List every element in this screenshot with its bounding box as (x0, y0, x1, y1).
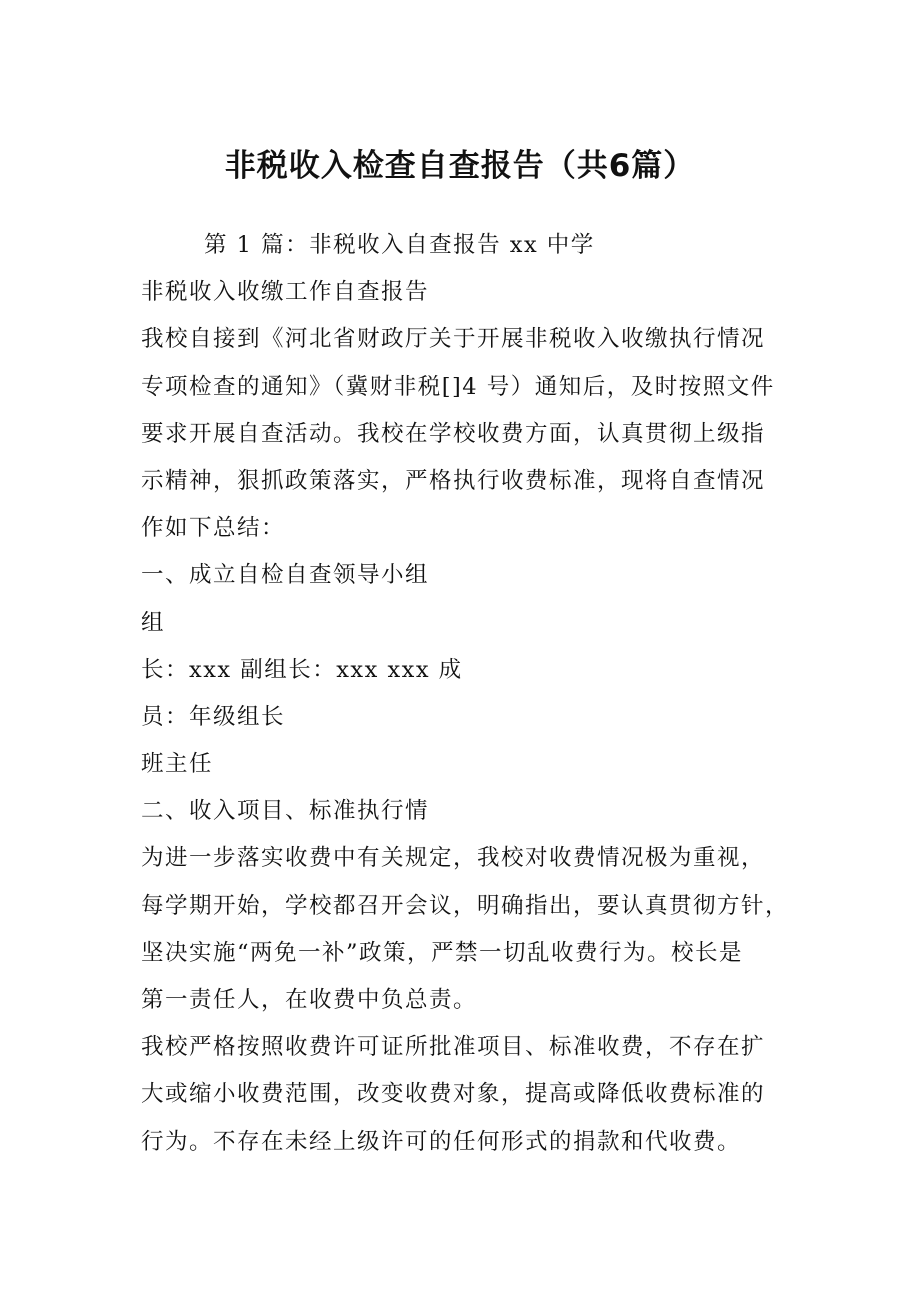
paragraph-line: 每学期开始，学校都召开会议，明确指出，要认真贯彻方针， (141, 892, 790, 919)
paragraph-line: 坚决实施“两免一补”政策，严禁一切乱收费行为。校长是 (141, 939, 744, 966)
paragraph-line: 大或缩小收费范围，改变收费对象，提高或降低收费标准的 (141, 1081, 766, 1108)
paragraph-line: 作如下总结： (141, 515, 286, 542)
paragraph-line: 示精神，狠抓政策落实，严格执行收费标准，现将自查情况 (141, 467, 766, 494)
paragraph-line: 长：xxx 副组长：xxx xxx 成 (141, 656, 463, 683)
paragraph-line: 第一责任人，在收费中负总责。 (141, 987, 478, 1013)
paragraph-line: 为进一步落实收费中有关规定，我校对收费情况极为重视， (141, 845, 766, 872)
paragraph-line: 要求开展自查活动。我校在学校收费方面，认真贯彻上级指 (141, 420, 766, 447)
paragraph-line: 班主任 (141, 751, 214, 778)
paragraph-line: 员：年级组长 (141, 703, 286, 730)
document-body (141, 222, 791, 1166)
paragraph-line: 组 (141, 609, 166, 636)
section-heading: 二、收入项目、标准执行情 (141, 798, 430, 825)
paragraph-line: 行为。不存在未经上级许可的任何形式的捐款和代收费。 (141, 1128, 742, 1155)
report-subtitle: 非税收入收缴工作自查报告 (141, 279, 430, 306)
document-title: 非税收入检查自查报告（共6篇） (224, 148, 696, 184)
paragraph-line: 我校严格按照收费许可证所批准项目、标准收费，不存在扩 (141, 1034, 766, 1061)
section-heading: 一、成立自检自查领导小组 (141, 562, 430, 589)
paragraph-line: 我校自接到《河北省财政厅关于开展非税收入收缴执行情况 (141, 326, 766, 353)
chapter-heading: 第 1 篇：非税收入自查报告 xx 中学 (204, 232, 595, 258)
paragraph-line: 专项检查的通知》（冀财非税[]4 号）通知后，及时按照文件 (141, 373, 775, 400)
